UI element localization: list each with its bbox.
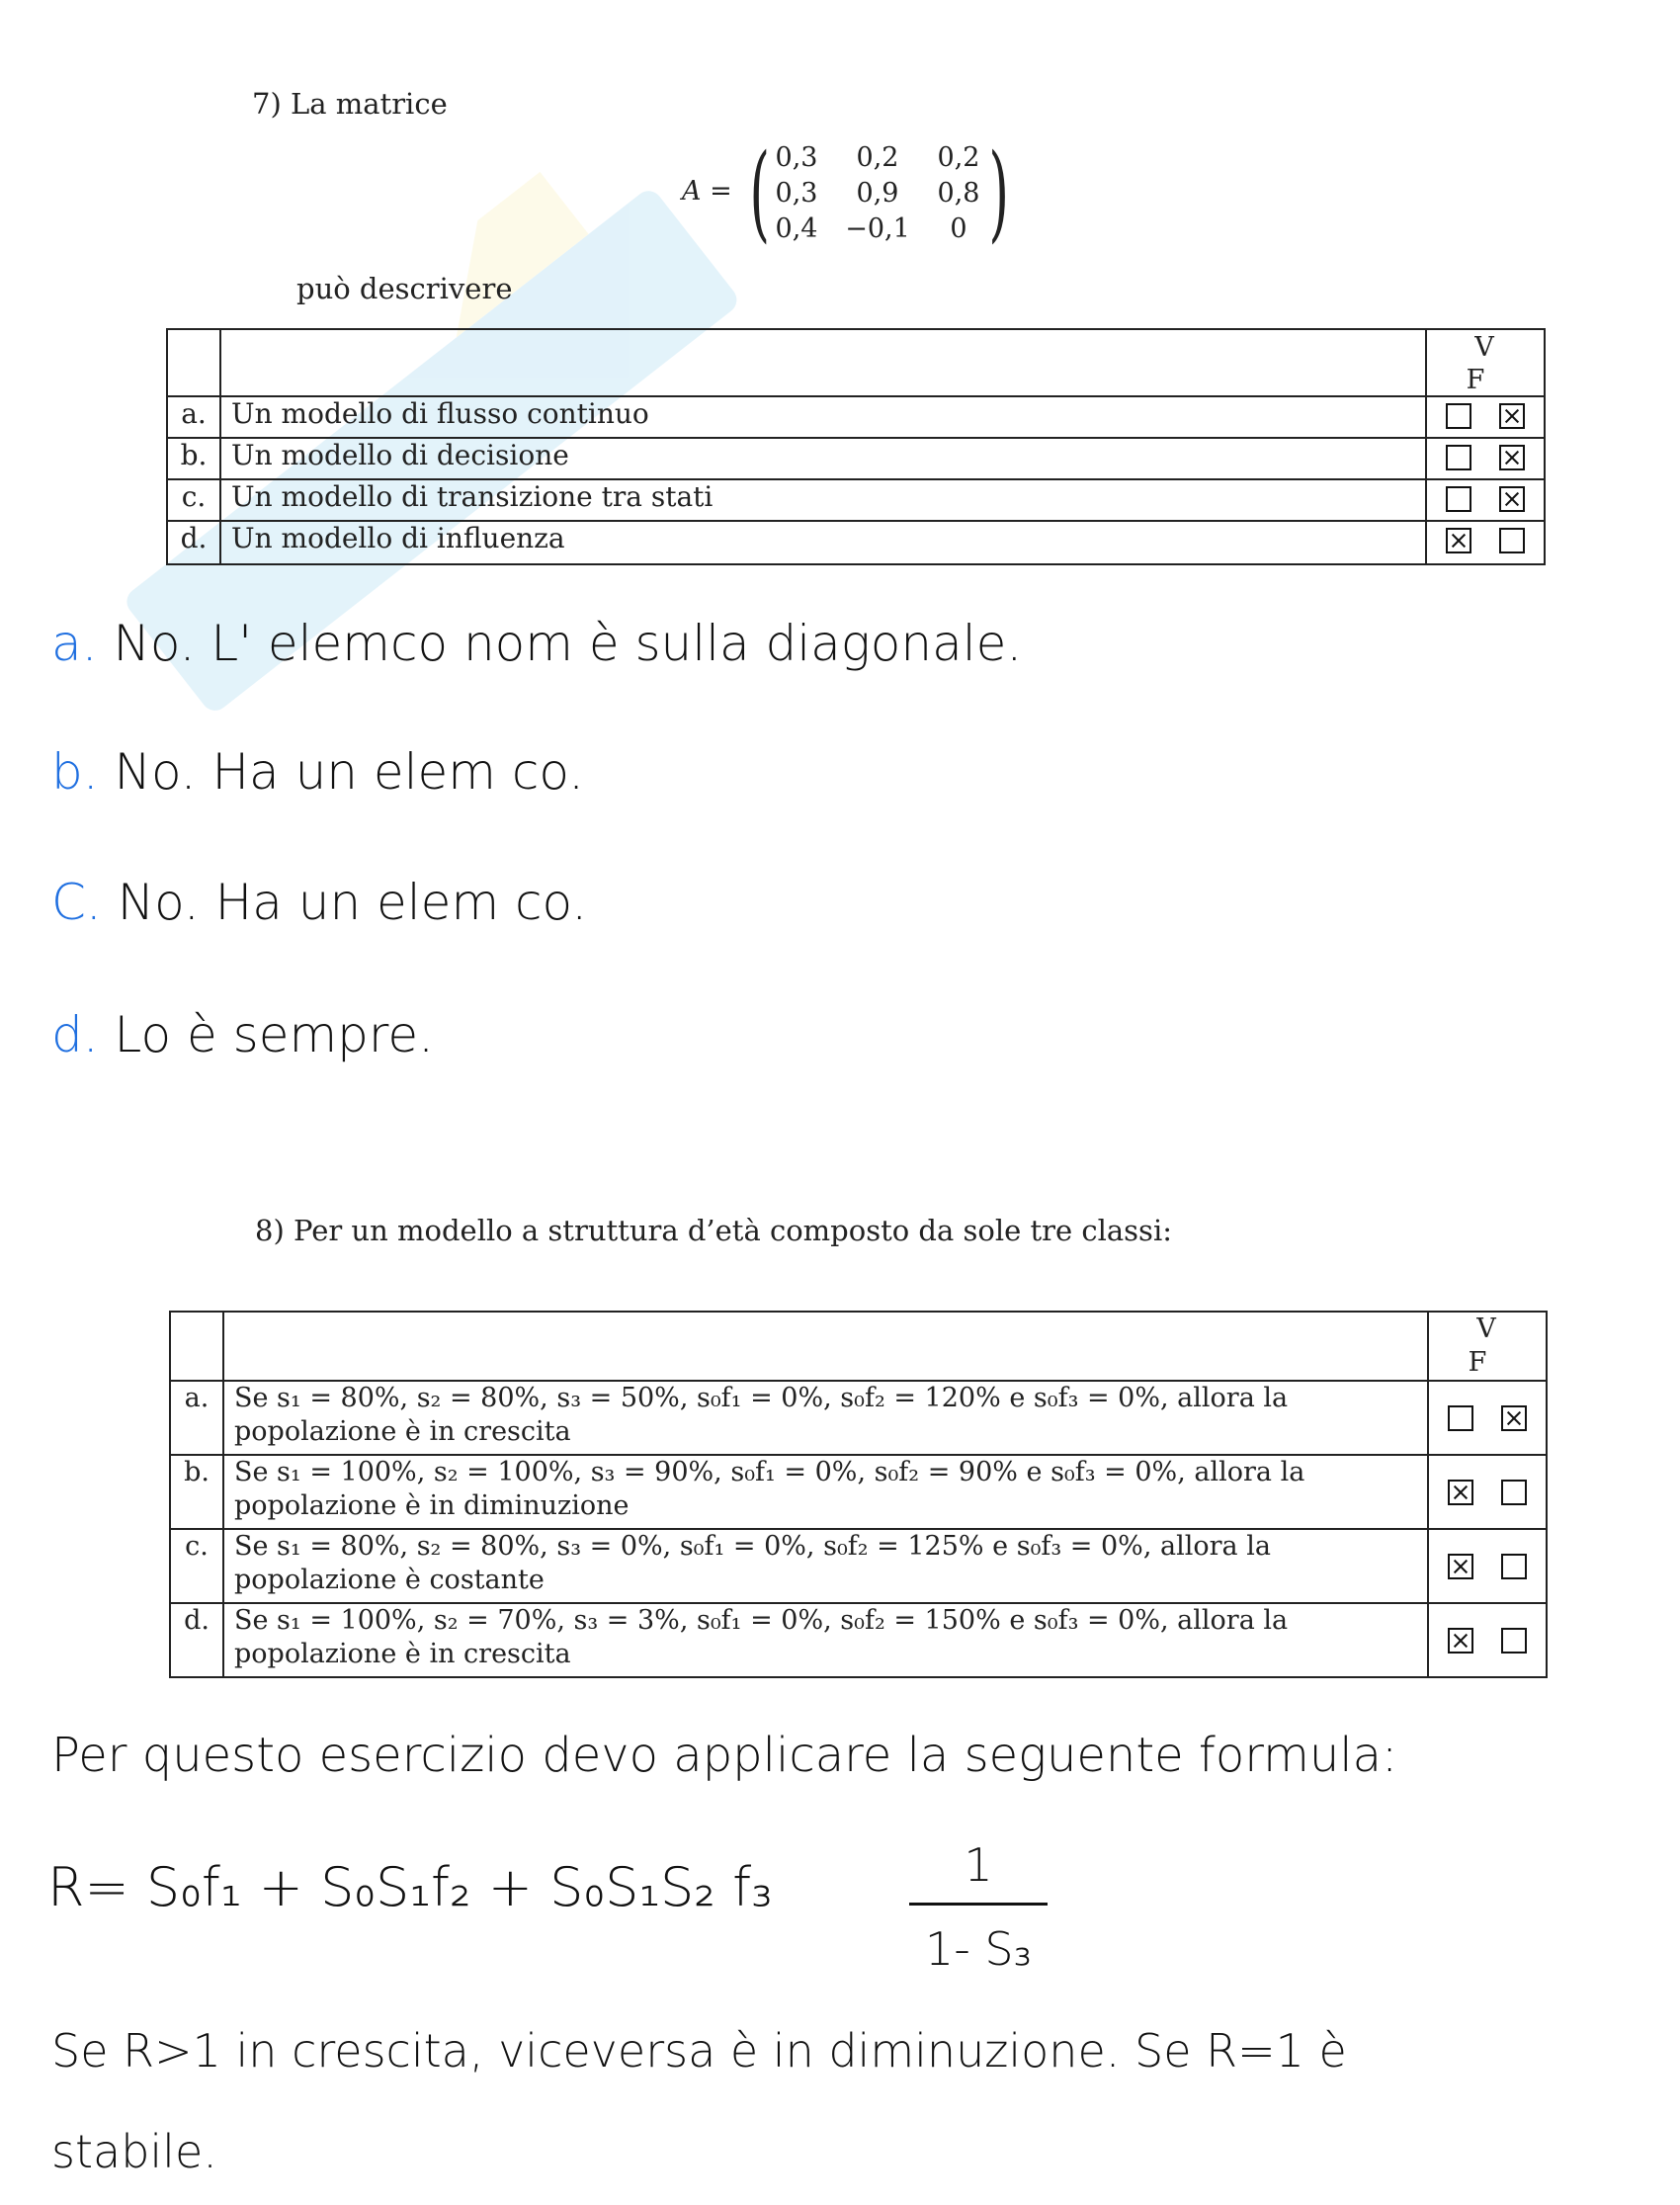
matrix-cell: 0,8	[937, 178, 980, 209]
q7-row-d	[167, 521, 1545, 564]
false-checkbox-checked[interactable]	[1499, 486, 1525, 512]
row-text: Se s₁ = 100%, s₂ = 100%, s₃ = 90%, s₀f₁ = 0%, s₀f₂ = 90% e s₀f₃ = 0%, allora la popolazione è in diminuzione	[223, 1455, 1428, 1529]
true-checkbox[interactable]	[1448, 1405, 1473, 1431]
handwritten-conclusion-line1: Se R>1 in crescita, viceversa è in diminuzione. Se R=1 è	[51, 2024, 1347, 2078]
false-checkbox-checked[interactable]	[1501, 1405, 1527, 1431]
row-letter: b.	[170, 1455, 223, 1529]
q8-choices-table	[169, 1311, 1548, 1678]
false-checkbox[interactable]	[1501, 1554, 1527, 1579]
false-checkbox[interactable]	[1499, 528, 1525, 553]
q8-title: 8) Per un modello a struttura d’età composto da sole tre classi:	[255, 1214, 1172, 1247]
row-letter: c.	[170, 1529, 223, 1603]
q7-choices-table	[166, 328, 1546, 565]
matrix-grid	[761, 140, 994, 247]
matrix-cell: 0,2	[856, 142, 899, 173]
matrix-cell: 0,9	[856, 178, 899, 209]
row-text: Un modello di transizione tra stati	[220, 479, 1426, 521]
q7-subtitle: può descrivere	[296, 272, 513, 305]
true-checkbox-checked[interactable]	[1446, 528, 1471, 553]
handwritten-answer-c: C. No. Ha un elem co.	[51, 874, 588, 931]
true-checkbox[interactable]	[1446, 486, 1471, 512]
q7-row-a	[167, 396, 1545, 438]
row-letter: a.	[170, 1381, 223, 1455]
q7-row-c	[167, 479, 1545, 521]
row-letter: a.	[167, 396, 220, 438]
vf-header: V F	[1468, 1314, 1516, 1378]
matrix-cell: 0	[950, 213, 967, 244]
q8-row-c	[170, 1529, 1547, 1603]
false-checkbox-checked[interactable]	[1499, 445, 1525, 470]
row-letter: c.	[167, 479, 220, 521]
matrix-lhs: A =	[682, 176, 732, 207]
true-checkbox[interactable]	[1446, 445, 1471, 470]
row-text: Se s₁ = 80%, s₂ = 80%, s₃ = 0%, s₀f₁ = 0%, s₀f₂ = 125% e s₀f₃ = 0%, allora la popolazione è costante	[223, 1529, 1428, 1603]
q7-title: 7) La matrice	[252, 87, 448, 121]
handwritten-formula: R= S₀f₁ + S₀S₁f₂ + S₀S₁S₂ f₃	[47, 1856, 773, 1918]
matrix-cell: 0,2	[937, 142, 980, 173]
q7-matrix	[682, 131, 1010, 253]
matrix-left-paren: (	[749, 131, 771, 253]
row-letter: d.	[170, 1603, 223, 1677]
fraction-bar	[909, 1903, 1048, 1906]
true-checkbox-checked[interactable]	[1448, 1554, 1473, 1579]
true-checkbox-checked[interactable]	[1448, 1480, 1473, 1505]
q8-row-b	[170, 1455, 1547, 1529]
q7-row-b	[167, 438, 1545, 479]
matrix-cell: −0,1	[845, 213, 910, 244]
matrix-cell: 0,3	[775, 142, 818, 173]
handwritten-intro: Per questo esercizio devo applicare la seguente formula:	[51, 1728, 1398, 1783]
matrix-right-paren: )	[988, 131, 1010, 253]
matrix-cell: 0,4	[775, 213, 818, 244]
false-checkbox-checked[interactable]	[1499, 403, 1525, 429]
handwritten-answer-d: d. Lo è sempre.	[51, 1006, 435, 1063]
fraction-numerator: 1	[964, 1838, 993, 1892]
q8-row-d	[170, 1603, 1547, 1677]
false-checkbox[interactable]	[1501, 1480, 1527, 1505]
row-text: Un modello di flusso continuo	[220, 396, 1426, 438]
true-checkbox-checked[interactable]	[1448, 1628, 1473, 1654]
vf-header: V F	[1466, 332, 1514, 395]
row-letter: b.	[167, 438, 220, 479]
true-checkbox[interactable]	[1446, 403, 1471, 429]
row-text: Se s₁ = 80%, s₂ = 80%, s₃ = 50%, s₀f₁ = 0%, s₀f₂ = 120% e s₀f₃ = 0%, allora la popolazione è in crescita	[223, 1381, 1428, 1455]
handwritten-answer-b: b. No. Ha un elem co.	[51, 743, 584, 801]
handwritten-answer-a: a. No. L' elemco nom è sulla diagonale.	[51, 615, 1023, 672]
row-text: Un modello di influenza	[220, 521, 1426, 564]
row-letter: d.	[167, 521, 220, 564]
matrix-cell: 0,3	[775, 178, 818, 209]
fraction-denominator: 1- S₃	[924, 1922, 1033, 1976]
handwritten-conclusion-line2: stabile.	[51, 2125, 217, 2178]
q8-row-a	[170, 1381, 1547, 1455]
row-text: Un modello di decisione	[220, 438, 1426, 479]
row-text: Se s₁ = 100%, s₂ = 70%, s₃ = 3%, s₀f₁ = 0%, s₀f₂ = 150% e s₀f₃ = 0%, allora la popolazione è in crescita	[223, 1603, 1428, 1677]
false-checkbox[interactable]	[1501, 1628, 1527, 1654]
